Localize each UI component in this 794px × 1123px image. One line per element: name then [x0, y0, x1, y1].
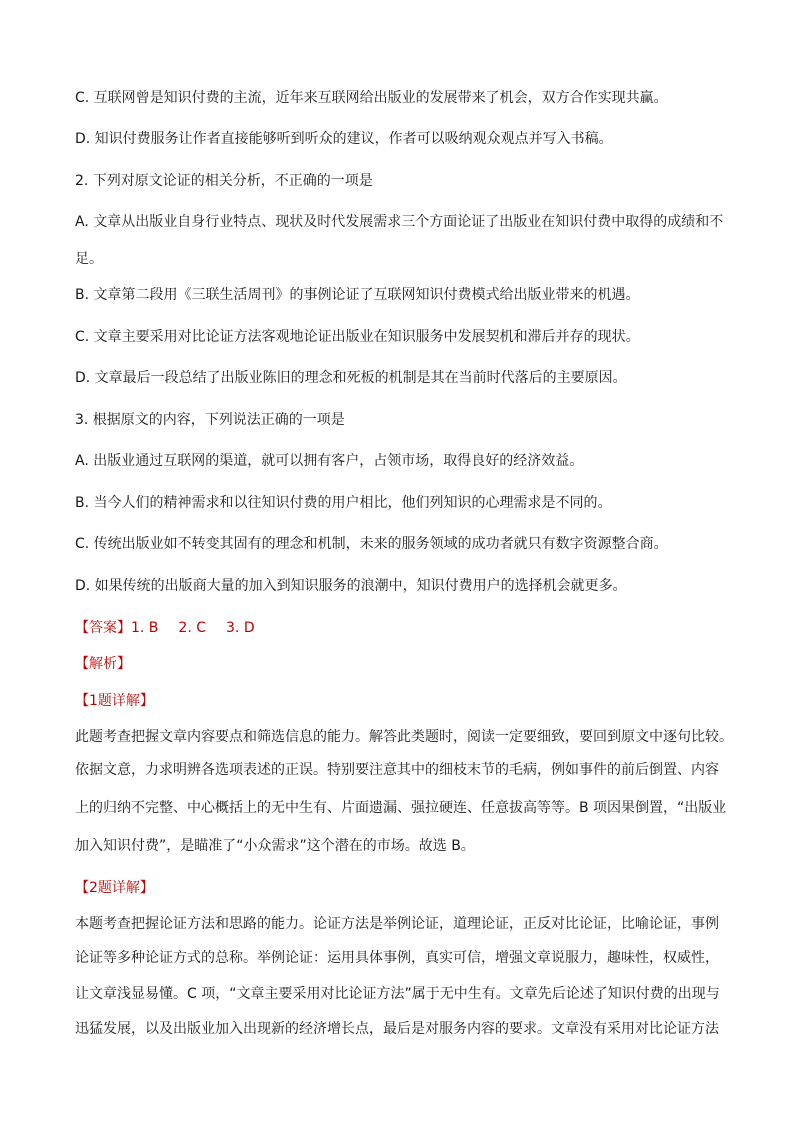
option-3a: A. 出版业通过互联网的渠道，就可以拥有客户，占领市场，取得良好的经济效益。	[75, 453, 584, 469]
analysis-label: 【解析】	[75, 656, 131, 672]
q2-line: 本题考查把握论证方法和思路的能力。论证方法是举例论证，道理论证，正反对比论证，比喻论证，事例	[75, 916, 719, 932]
option-2a: A. 文章从出版业自身行业特点、现状及时代发展需求三个方面论证了出版业在知识付费中取得的成绩和不	[75, 214, 724, 230]
answer-3: 3. D	[226, 620, 255, 636]
q2-line: 论证等多种论证方式的总称。举例论证：运用具体事例，真实可信，增强文章说服力，趣味性，权威性，	[75, 950, 719, 966]
answer-2: 2. C	[178, 620, 207, 636]
option-3b: B. 当今人们的精神需求和以往知识付费的用户相比，他们列知识的心理需求是不同的。	[75, 495, 612, 511]
option-1d: D. 知识付费服务让作者直接能够听到听众的建议，作者可以吸纳观众观点并写入书稿。	[75, 131, 613, 147]
q1-line: 上的归纳不完整、中心概括上的无中生有、片面遗漏、强拉硬连、任意拔高等等。B 项因果倒置，“出版业	[75, 800, 727, 816]
question-3-stem: 3. 根据原文的内容，下列说法正确的一项是	[75, 412, 345, 428]
option-2b: B. 文章第二段用《三联生活周刊》的事例论证了互联网知识付费模式给出版业带来的机遇。	[75, 287, 640, 303]
q2-line: 迅猛发展，以及出版业加入出现新的经济增长点，最后是对服务内容的要求。文章没有采用对比论证方法	[75, 1021, 719, 1037]
answer-1: 1. B	[131, 620, 159, 636]
option-3c: C. 传统出版业如不转变其固有的理念和机制，未来的服务领域的成功者就只有数字资源整合商。	[75, 536, 668, 552]
q1-line: 此题考查把握文章内容要点和筛选信息的能力。解答此类题时，阅读一定要细致，要回到原文中逐句比较。	[75, 729, 733, 745]
q2-line: 让文章浅显易懂。C 项，“文章主要采用对比论证方法”属于无中生有。文章先后论述了知识付费的出现与	[75, 986, 720, 1002]
option-3d: D. 如果传统的出版商大量的加入到知识服务的浪潮中，知识付费用户的选择机会就更多。	[75, 578, 627, 594]
q1-heading: 【1题详解】	[75, 693, 154, 709]
option-1c: C. 互联网曾是知识付费的主流，近年来互联网给出版业的发展带来了机会，双方合作实现共赢。	[75, 90, 668, 106]
q1-line: 加入知识付费”，是瞄准了“小众需求”这个潜在的市场。故选 B。	[75, 838, 475, 854]
q1-line: 依据文意，力求明辨各选项表述的正误。特别要注意其中的细枝末节的毛病，例如事件的前后倒置、内容	[75, 762, 719, 778]
option-2a-cont: 足。	[75, 251, 103, 267]
option-2c: C. 文章主要采用对比论证方法客观地论证出版业在知识服务中发展契机和滞后并存的现状。	[75, 329, 640, 345]
q2-heading: 【2题详解】	[75, 880, 154, 896]
answer-label: 【答案】	[75, 620, 131, 636]
answer-row	[75, 618, 735, 638]
option-2d: D. 文章最后一段总结了出版业陈旧的理念和死板的机制是其在当前时代落后的主要原因。	[75, 370, 627, 386]
question-2-stem: 2. 下列对原文论证的相关分析，不正确的一项是	[75, 173, 373, 189]
